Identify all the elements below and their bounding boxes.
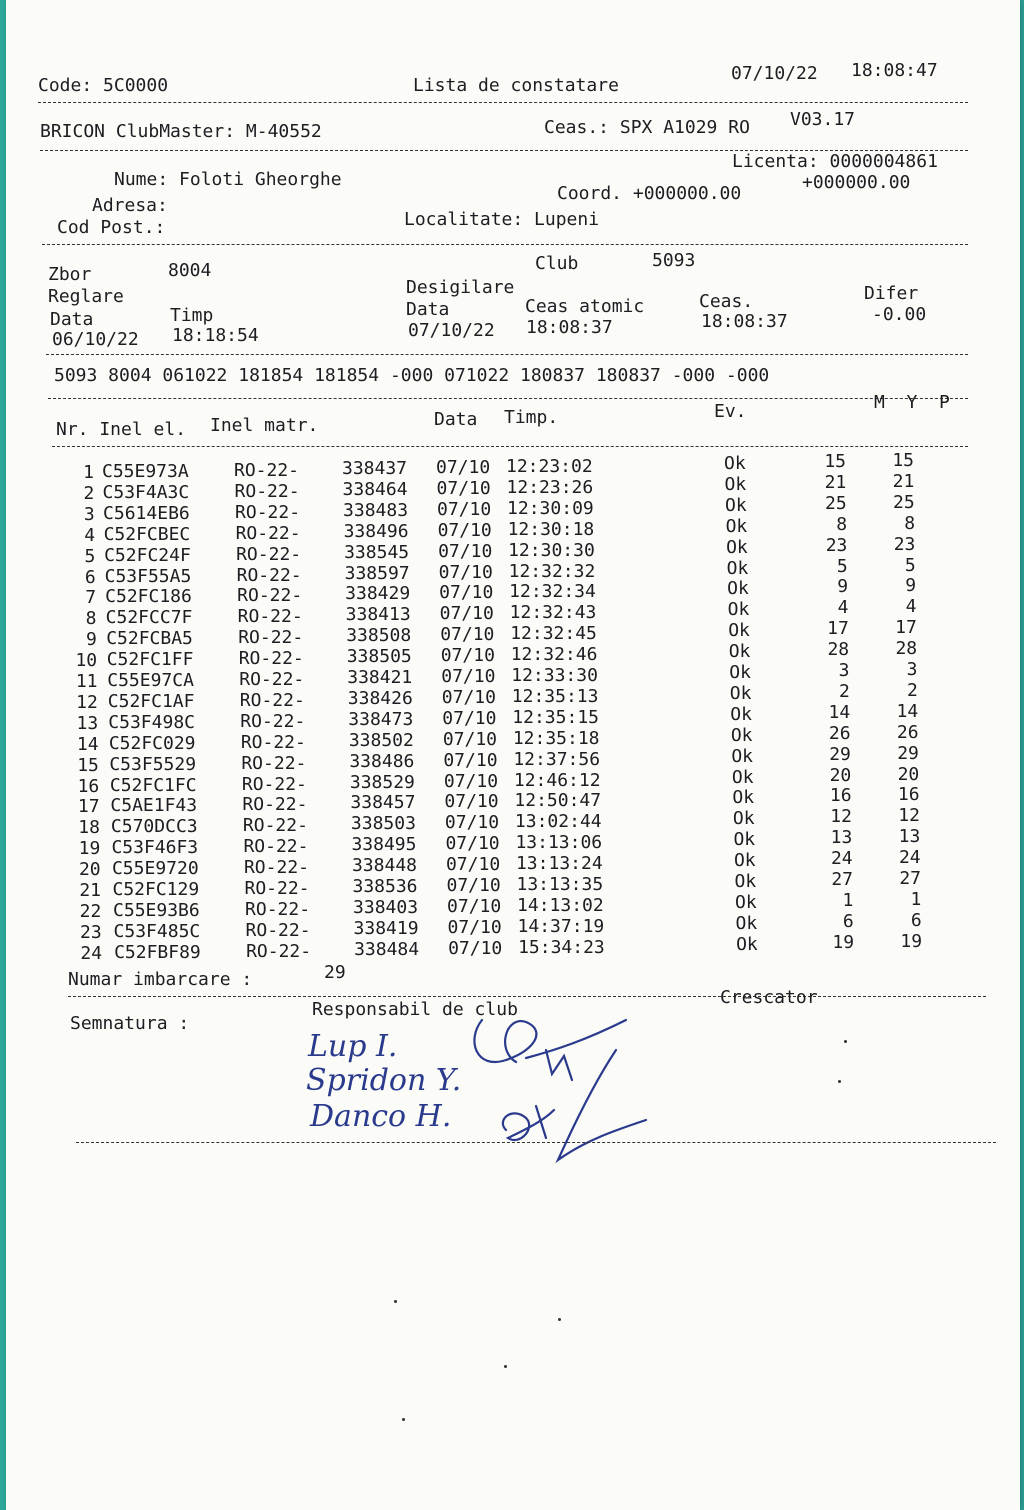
cell-date: 07/10 (445, 833, 500, 855)
cell-nr: 10 (75, 650, 98, 672)
reglare-data-label: Data (50, 309, 94, 330)
cell-nr: 19 (78, 838, 101, 860)
cell-ev: Ok (724, 473, 747, 495)
cell-pre: RO-22- (236, 543, 302, 565)
cell-ev: Ok (730, 703, 752, 725)
cell-num: 338437 (342, 458, 408, 479)
cell-time: 12:35:18 (512, 727, 600, 749)
cell-num: 338464 (342, 478, 408, 500)
cell-y: 24 (898, 847, 921, 869)
cell-nr: 7 (85, 587, 97, 609)
cell-ev: Ok (728, 620, 750, 642)
cell-date: 07/10 (439, 582, 494, 604)
cell-ev: Ok (727, 599, 750, 621)
cell-pre: RO-22- (246, 940, 312, 962)
cell-num: 338505 (346, 646, 412, 668)
cell-y: 6 (910, 909, 922, 931)
cell-y: 21 (892, 470, 915, 492)
numar-imbarcare-value: 29 (324, 962, 346, 983)
cell-nr: 2 (83, 482, 95, 504)
header-timp: Timp. (504, 407, 559, 428)
cell-date: 07/10 (443, 749, 498, 771)
cell-pre: RO-22- (245, 919, 311, 941)
cell-ev: Ok (729, 682, 752, 704)
cell-num: 338403 (353, 896, 419, 918)
cell-pre: RO-22- (240, 731, 306, 753)
club-value: 5093 (652, 250, 696, 271)
cell-nr: 22 (79, 900, 102, 922)
reglare-date: 06/10/22 (52, 329, 139, 350)
cell-ev: Ok (728, 641, 751, 663)
cell-ev: Ok (732, 787, 755, 809)
cell-nr: 16 (77, 775, 100, 797)
cell-nr: 23 (80, 921, 102, 943)
cell-date: 07/10 (442, 707, 497, 729)
cell-time: 12:30:09 (507, 497, 594, 519)
zbor-label: Zbor (48, 264, 92, 285)
cell-nr: 11 (75, 671, 98, 692)
handwritten-name-1: Lup I. (308, 1029, 398, 1064)
cell-pre: RO-22- (237, 585, 303, 607)
print-date: 07/10/22 (731, 63, 818, 84)
cell-time: 12:32:45 (510, 623, 597, 645)
cell-el: C55E97CA (107, 670, 194, 691)
cell-pre: RO-22- (234, 460, 300, 481)
cell-num: 338503 (350, 813, 416, 835)
cell-num: 338545 (344, 541, 410, 563)
cell-date: 07/10 (448, 937, 503, 959)
cell-el: C52FC1FF (106, 649, 194, 671)
cell-el: C53F498C (108, 711, 195, 733)
cell-time: 13:13:06 (515, 832, 603, 854)
cell-nr: 14 (76, 733, 99, 755)
cell-ev: Ok (735, 912, 758, 934)
clubmaster-label: BRICON ClubMaster: M-40552 (40, 121, 322, 142)
cell-el: C53F5529 (109, 753, 197, 775)
cell-num: 338457 (350, 792, 416, 814)
cell-m: 15 (824, 451, 846, 472)
cell-ev: Ok (735, 891, 757, 913)
divider (42, 244, 968, 245)
cell-el: C52FCC7F (105, 607, 193, 629)
cell-ev: Ok (729, 662, 751, 683)
cell-ev: Ok (725, 494, 747, 516)
cell-pre: RO-22- (235, 522, 301, 544)
header-ev: Ev. (714, 401, 747, 422)
handwritten-name-2: Spridon Y. (306, 1063, 462, 1098)
cell-el: C52FCBA5 (106, 628, 193, 650)
divider (46, 354, 968, 355)
desig-data-label: Data (406, 299, 450, 320)
locality-label: Localitate: Lupeni (404, 209, 600, 230)
cell-m: 5 (836, 555, 848, 577)
cell-time: 12:46:12 (513, 769, 601, 791)
cell-date: 07/10 (441, 666, 496, 687)
header-data: Data (434, 409, 478, 430)
cell-date: 07/10 (447, 916, 502, 938)
crescator-label: Crescator (720, 987, 818, 1008)
cell-y: 23 (893, 533, 916, 555)
signature-scribble-icon (474, 1020, 646, 1160)
cell-pre: RO-22- (237, 606, 303, 628)
cell-pre: RO-22- (238, 627, 304, 649)
cell-nr: 24 (80, 942, 103, 964)
cell-m: 25 (825, 492, 847, 514)
cell-nr: 4 (84, 524, 96, 546)
cell-pre: RO-22- (240, 710, 306, 732)
cell-el: C53F485C (113, 920, 201, 942)
zbor-value: 8004 (168, 260, 212, 281)
cell-date: 07/10 (444, 812, 500, 834)
cell-num: 338429 (345, 583, 411, 605)
cell-y: 29 (897, 742, 919, 764)
license-label: Licenta: 0000004861 (732, 151, 938, 172)
cell-nr: 5 (84, 545, 96, 567)
cell-time: 12:32:32 (508, 560, 596, 582)
cell-m: 29 (829, 743, 851, 765)
cell-date: 07/10 (439, 603, 494, 625)
code-line: 5093 8004 061022 181854 181854 -000 071022 180837 180837 -000 -000 (54, 365, 770, 386)
cell-nr: 1 (83, 462, 94, 483)
cell-time: 12:35:13 (511, 685, 599, 707)
cell-pre: RO-22- (245, 898, 311, 920)
cell-num: 338508 (346, 625, 412, 647)
cell-m: 27 (831, 869, 853, 890)
cell-m: 19 (832, 931, 855, 953)
cell-el: C53F55A5 (104, 565, 192, 587)
header-myp: M Y P (874, 392, 950, 413)
cell-ev: Ok (724, 453, 746, 474)
cell-num: 338536 (352, 876, 418, 897)
desigilare-label: Desigilare (406, 277, 515, 298)
cell-m: 17 (827, 618, 849, 640)
cell-num: 338529 (349, 771, 415, 793)
cell-time: 12:50:47 (514, 790, 602, 812)
cell-ev: Ok (731, 766, 754, 788)
cell-num: 338502 (348, 729, 414, 751)
cell-y: 13 (898, 826, 921, 848)
cell-date: 07/10 (438, 540, 493, 562)
cell-el: C5AE1F43 (110, 795, 198, 817)
cell-num: 338448 (351, 855, 417, 877)
cell-nr: 6 (84, 566, 96, 588)
cell-el: C52FC1FC (109, 774, 197, 796)
cell-pre: RO-22- (234, 480, 300, 502)
cell-time: 14:13:02 (517, 894, 604, 916)
atomic-time: 18:08:37 (526, 317, 613, 338)
cell-m: 26 (828, 722, 851, 744)
difer-label: Difer (864, 283, 919, 304)
cell-nr: 3 (83, 503, 95, 525)
cell-time: 13:13:35 (516, 874, 604, 895)
cell-time: 12:37:56 (513, 748, 601, 770)
coord2-label: +000000.00 (802, 172, 911, 193)
cell-y: 14 (896, 700, 919, 722)
clock-label: Ceas.: SPX A1029 RO (544, 117, 750, 138)
cell-m: 9 (837, 576, 849, 598)
cell-date: 07/10 (436, 457, 491, 478)
divider (48, 398, 968, 399)
owner-name: Nume: Foloti Gheorghe (114, 169, 342, 190)
cell-time: 12:30:18 (507, 518, 595, 540)
cell-date: 07/10 (446, 875, 501, 896)
address-label: Adresa: (92, 195, 168, 216)
cell-pre: RO-22- (243, 857, 309, 879)
cell-time: 12:35:15 (512, 706, 599, 728)
cell-pre: RO-22- (244, 878, 310, 899)
divider (38, 102, 968, 103)
divider (68, 996, 986, 997)
reglare-timp-label: Timp (170, 305, 214, 326)
cell-m: 12 (830, 806, 852, 828)
cell-m: 14 (828, 701, 851, 723)
speck (394, 1300, 397, 1303)
cell-nr: 18 (78, 817, 100, 839)
cell-date: 07/10 (443, 770, 499, 792)
ceas-label: Ceas. (699, 291, 754, 312)
cell-date: 07/10 (445, 854, 501, 876)
cell-el: C570DCC3 (110, 816, 198, 838)
cell-date: 07/10 (444, 791, 499, 813)
cell-num: 338419 (353, 917, 419, 939)
cell-ev: Ok (733, 850, 756, 872)
cell-time: 12:30:30 (508, 539, 595, 561)
cell-time: 12:33:30 (511, 665, 598, 686)
cell-pre: RO-22- (239, 669, 305, 690)
cell-num: 338484 (354, 938, 420, 960)
cell-el: C53F46F3 (111, 837, 199, 859)
cell-time: 12:32:43 (509, 602, 597, 624)
cell-y: 3 (906, 659, 918, 680)
cell-date: 07/10 (442, 728, 497, 750)
cell-num: 338597 (344, 562, 410, 584)
cell-m: 16 (829, 785, 852, 807)
cell-m: 4 (837, 597, 849, 619)
cell-num: 338421 (347, 667, 413, 688)
cell-el: C53F4A3C (102, 481, 190, 503)
cell-el: C55E9720 (111, 858, 199, 880)
cell-pre: RO-22- (242, 794, 308, 816)
cell-ev: Ok (732, 808, 755, 830)
responsabil-label: Responsabil de club (312, 999, 518, 1020)
cell-date: 07/10 (437, 498, 492, 520)
cell-date: 07/10 (440, 645, 495, 667)
cell-pre: RO-22- (243, 836, 309, 858)
cell-m: 21 (824, 471, 847, 493)
print-time: 18:08:47 (851, 60, 938, 81)
cell-m: 13 (830, 827, 853, 849)
cell-time: 15:34:23 (518, 936, 605, 958)
version-label: V03.17 (790, 109, 856, 130)
cell-time: 13:13:24 (515, 853, 603, 875)
cell-date: 07/10 (437, 519, 492, 541)
club-label: Club (535, 253, 579, 274)
cell-el: C52FC186 (105, 586, 192, 608)
cell-ev: Ok (725, 515, 748, 537)
coord-label: Coord. +000000.00 (557, 183, 742, 204)
speck (838, 1080, 841, 1083)
cell-num: 338483 (343, 499, 409, 521)
document-title: Lista de constatare (413, 75, 619, 96)
cell-el: C52FBF89 (114, 941, 201, 963)
cell-el: C52FC129 (112, 879, 200, 900)
cell-y: 1 (910, 888, 922, 910)
cell-time: 12:23:26 (506, 476, 594, 498)
cell-time: 14:37:19 (517, 915, 605, 937)
cell-num: 338413 (345, 604, 411, 626)
cell-el: C52FC24F (104, 544, 191, 566)
cell-y: 12 (898, 805, 920, 827)
cell-nr: 8 (85, 608, 97, 630)
cell-nr: 13 (76, 712, 99, 734)
cell-y: 8 (904, 512, 916, 534)
cell-num: 338496 (343, 520, 409, 542)
cell-pre: RO-22- (242, 815, 308, 837)
cell-m: 24 (830, 848, 853, 870)
atomic-label: Ceas atomic (525, 296, 645, 317)
cell-y: 19 (900, 930, 923, 952)
cell-num: 338473 (348, 708, 414, 730)
cell-ev: Ok (726, 557, 749, 579)
cell-y: 9 (905, 575, 917, 597)
cell-y: 20 (897, 763, 920, 785)
cell-y: 25 (893, 491, 915, 513)
cell-m: 20 (829, 764, 852, 786)
handwritten-signatures (296, 1010, 716, 1180)
cell-m: 28 (827, 639, 850, 661)
cell-el: C52FCBEC (103, 523, 191, 545)
cell-pre: RO-22- (239, 689, 305, 711)
cell-ev: Ok (736, 933, 758, 955)
cell-ev: Ok (727, 578, 749, 600)
cell-el: C5614EB6 (103, 502, 190, 524)
ceas-time: 18:08:37 (701, 311, 788, 332)
cell-nr: 9 (85, 629, 97, 651)
cell-el: C52FC029 (108, 732, 196, 754)
cell-date: 07/10 (438, 561, 493, 583)
cell-time: 12:32:34 (509, 581, 596, 603)
code-label: Code: 5C0000 (38, 75, 169, 96)
cell-pre: RO-22- (241, 773, 307, 795)
divider (76, 1142, 996, 1143)
reglare-time: 18:18:54 (172, 325, 259, 346)
cell-pre: RO-22- (236, 564, 302, 586)
cell-m: 1 (842, 889, 854, 911)
cell-y: 2 (907, 679, 918, 701)
cell-m: 3 (838, 660, 850, 681)
speck (504, 1365, 507, 1368)
cell-num: 338426 (347, 687, 413, 709)
cell-m: 6 (842, 910, 854, 932)
cell-el: C52FC1AF (107, 690, 195, 712)
cell-y: 17 (895, 617, 917, 639)
cell-time: 12:32:46 (510, 644, 598, 666)
cell-y: 5 (904, 554, 916, 576)
reglare-label: Reglare (48, 286, 124, 307)
speck (844, 1040, 847, 1043)
header-nr-inel-el: Nr. Inel el. (56, 419, 187, 440)
divider (52, 446, 968, 447)
cell-nr: 21 (79, 880, 101, 901)
numar-imbarcare-label: Numar imbarcare : (68, 969, 253, 990)
cell-y: 15 (892, 450, 914, 471)
postal-code-label: Cod Post.: (57, 217, 166, 238)
cell-m: 2 (839, 680, 850, 702)
cell-ev: Ok (731, 745, 754, 767)
cell-pre: RO-22- (241, 752, 307, 774)
cell-nr: 12 (76, 691, 98, 713)
cell-nr: 20 (78, 859, 101, 881)
cell-el: C55E973A (102, 461, 189, 482)
cell-date: 07/10 (441, 686, 496, 708)
speck (558, 1318, 561, 1321)
document-sheet (6, 0, 1020, 1510)
desig-date: 07/10/22 (408, 320, 495, 341)
cell-m: 8 (836, 513, 848, 535)
cell-nr: 15 (77, 754, 99, 776)
cell-ev: Ok (726, 536, 748, 558)
cell-nr: 17 (77, 796, 100, 818)
cell-y: 28 (895, 638, 918, 660)
difer-value: -0.00 (872, 304, 927, 325)
cell-time: 13:02:44 (514, 811, 602, 833)
speck (402, 1418, 405, 1421)
cell-y: 16 (897, 784, 920, 806)
cell-ev: Ok (733, 829, 756, 851)
cell-pre: RO-22- (235, 501, 301, 523)
semnatura-label: Semnatura : (70, 1013, 190, 1034)
cell-time: 12:23:02 (506, 456, 593, 477)
cell-y: 27 (899, 868, 921, 889)
cell-num: 338486 (349, 750, 415, 772)
cell-pre: RO-22- (238, 648, 304, 670)
header-inel-matr: Inel matr. (210, 415, 319, 436)
cell-m: 23 (825, 534, 848, 556)
cell-ev: Ok (730, 724, 753, 746)
handwritten-name-3: Danco H. (310, 1099, 452, 1134)
cell-date: 07/10 (447, 895, 502, 917)
cell-el: C55E93B6 (113, 899, 200, 921)
cell-y: 26 (896, 721, 919, 743)
cell-date: 07/10 (440, 624, 495, 646)
cell-date: 07/10 (436, 477, 491, 499)
cell-y: 4 (905, 596, 917, 618)
cell-ev: Ok (734, 871, 757, 892)
cell-num: 338495 (351, 834, 417, 856)
